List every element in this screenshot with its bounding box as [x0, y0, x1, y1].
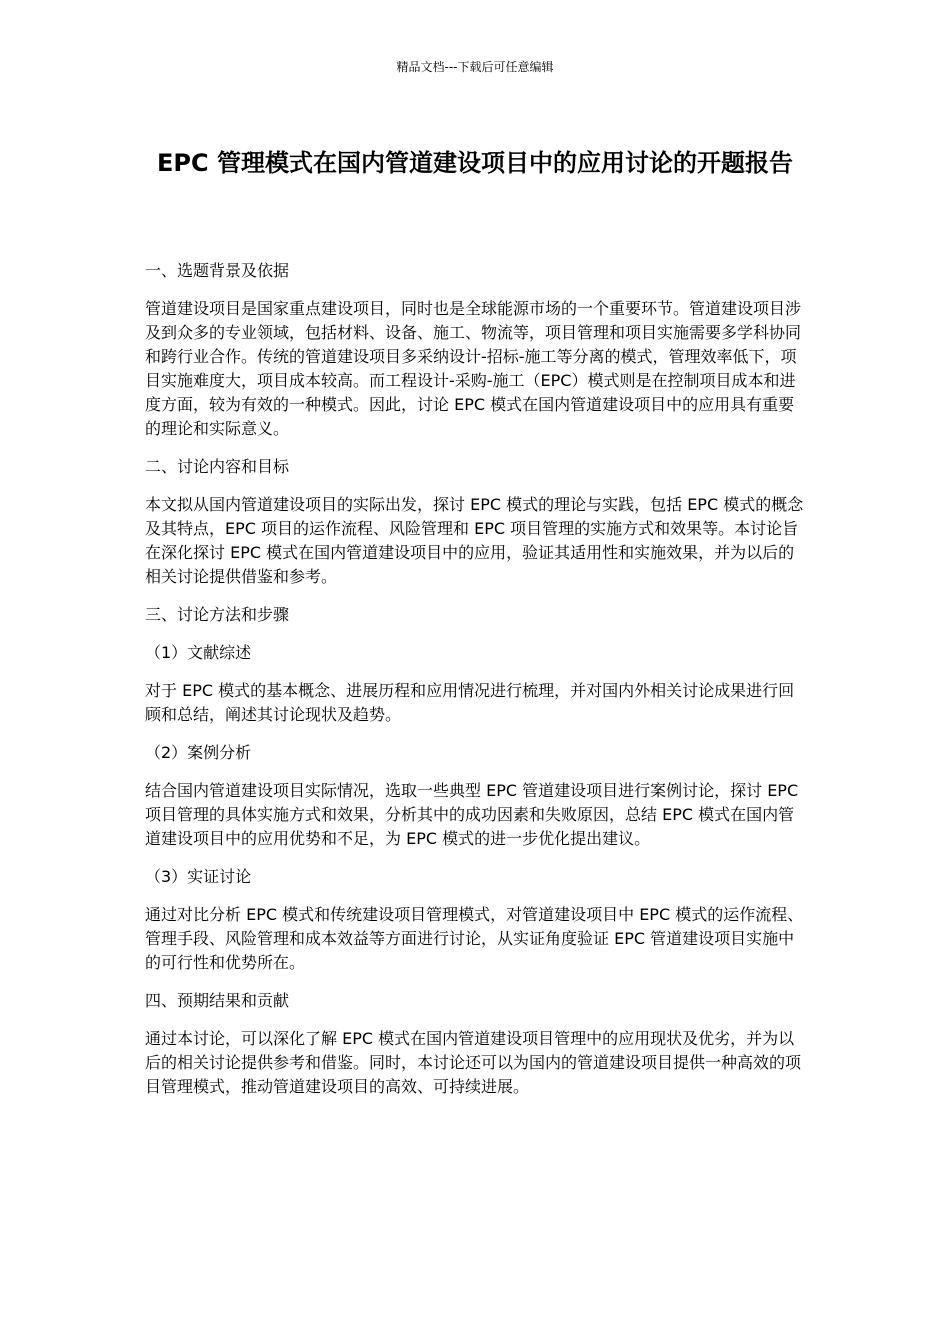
- section-heading-background: 一、选题背景及依据: [145, 261, 290, 280]
- header-note: 精品文档---下载后可任意编辑: [396, 60, 554, 74]
- subheading-empirical-study: （3）实证讨论: [145, 867, 252, 886]
- subheading-literature-review: （1）文献综述: [145, 643, 252, 662]
- paragraph-content-goals: 本文拟从国内管道建设项目的实际出发，探讨 EPC 模式的理论与实践，包括 EPC 模式的概念及其特点，EPC 项目的运作流程、风险管理和 EPC 项目管理的实施方式和效果等。本讨论旨在深化探讨 EPC 模式在国内管道建设项目中的应用，验证其适用性和实施效果，并为以后的相关讨论提供借鉴和参考。: [145, 495, 804, 586]
- document-body: [145, 259, 810, 1099]
- paragraph-expected-results: 通过本讨论，可以深化了解 EPC 模式在国内管道建设项目管理中的应用现状及优劣，并为以后的相关讨论提供参考和借鉴。同时，本讨论还可以为国内的管道建设项目提供一种高效的项目管理模式，推动管道建设项目的高效、可持续进展。: [145, 1029, 802, 1096]
- paragraph-case-analysis: 结合国内管道建设项目实际情况，选取一些典型 EPC 管道建设项目进行案例讨论，探讨 EPC 项目管理的具体实施方式和效果，分析其中的成功因素和失败原因，总结 EPC 模式在国内管道建设项目中的应用优势和不足，为 EPC 模式的进一步优化提出建议。: [145, 781, 799, 848]
- section-heading-content-goals: 二、讨论内容和目标: [145, 457, 290, 476]
- paragraph-literature-review: 对于 EPC 模式的基本概念、进展历程和应用情况进行梳理，并对国内外相关讨论成果进行回顾和总结，阐述其讨论现状及趋势。: [145, 681, 795, 724]
- document-title: EPC 管理模式在国内管道建设项目中的应用讨论的开题报告: [157, 149, 793, 177]
- paragraph-background: 管道建设项目是国家重点建设项目，同时也是全球能源市场的一个重要环节。管道建设项目涉及到众多的专业领域，包括材料、设备、施工、物流等，项目管理和项目实施需要多学科协同和跨行业合作。传统的管道建设项目多采纳设计-招标-施工等分离的模式，管理效率低下，项目实施难度大，项目成本较高。而工程设计-采购-施工（EPC）模式则是在控制项目成本和进度方面，较为有效的一种模式。因此，讨论 EPC 模式在国内管道建设项目中的应用具有重要的理论和实际意义。: [145, 299, 802, 438]
- section-heading-methods: 三、讨论方法和步骤: [145, 605, 290, 624]
- section-heading-expected-results: 四、预期结果和贡献: [145, 991, 290, 1010]
- paragraph-empirical-study: 通过对比分析 EPC 模式和传统建设项目管理模式，对管道建设项目中 EPC 模式的运作流程、管理手段、风险管理和成本效益等方面进行讨论，从实证角度验证 EPC 管道建设项目实施中的可行性和优势所在。: [145, 905, 804, 972]
- subheading-case-analysis: （2）案例分析: [145, 743, 252, 762]
